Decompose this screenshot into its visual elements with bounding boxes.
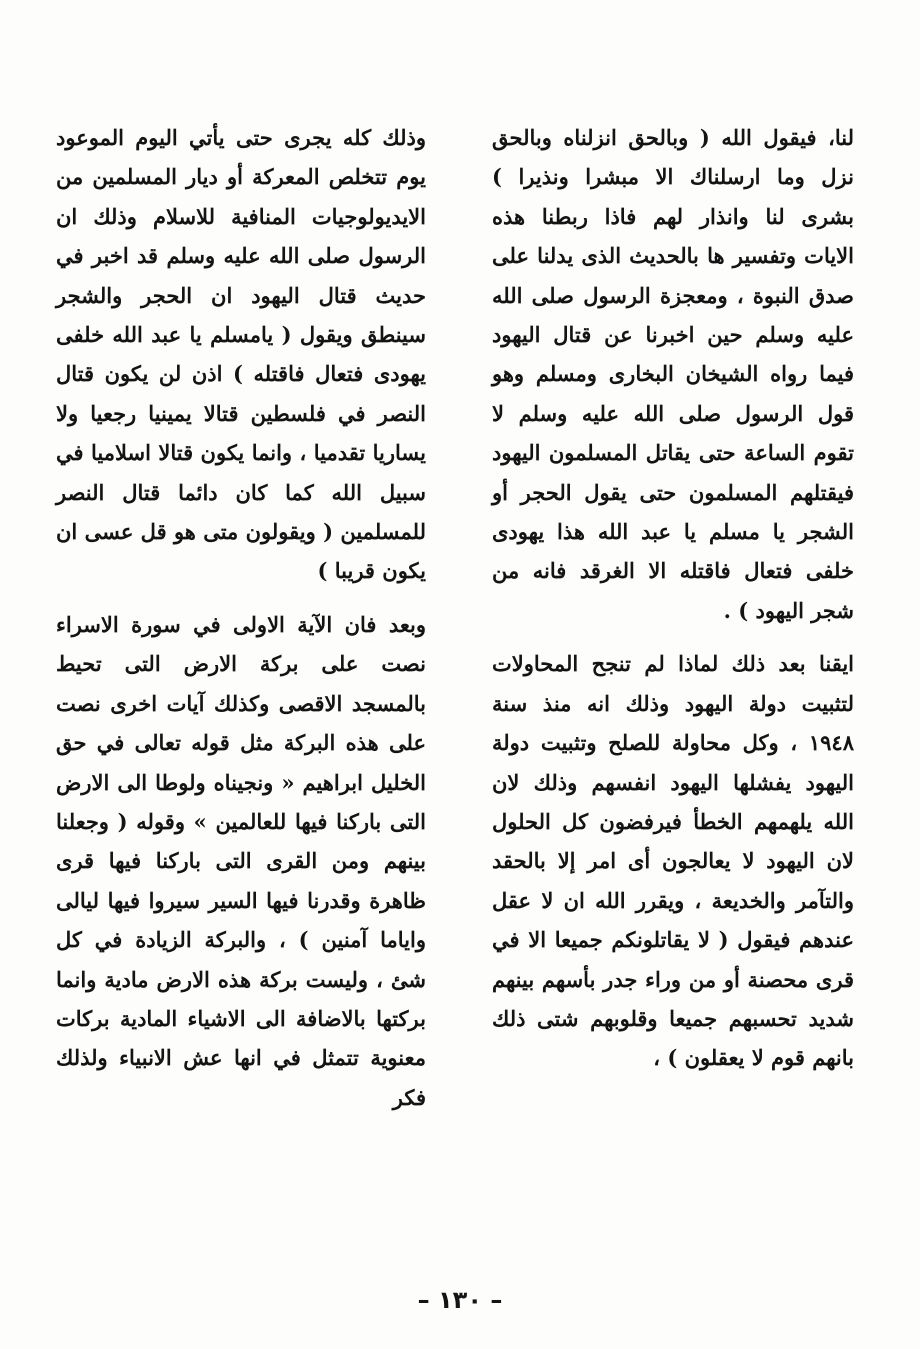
page-number: – ١٣٠ – — [417, 1286, 503, 1314]
paragraph-right-1: لنا، فيقول الله ( وبالحق انزلناه وبالحق نزل وما ارسلناك الا مبشرا ونذيرا ) بشرى لنا وانذار لهم فاذا ربطنا هذه الايات وتفسير ها بالحديث الذى يدلنا على صدق النبوة ، ومعجزة الرسول صلى الله عليه وسلم حين اخبرنا عن قتال اليهود فيما رواه الشيخان البخارى ومسلم وهو قول الرسول صلى الله عليه وسلم لا تقوم الساعة حتى يقاتل المسلمون اليهود فيقتلهم المسلمون حتى يقول الحجر أو الشجر يا مسلم يا عبد الله هذا يهودى خلفى فتعال فاقتله الا الغرقد فانه من شجر اليهود ) . — [492, 125, 854, 623]
paragraph-left-2: وبعد فان الآية الاولى في سورة الاسراء نصت على بركة الارض التى تحيط بالمسجد الاقصى وكذلك آيات اخرى نصت على هذه البركة مثل قوله تعالى في حق الخليل ابراهيم « ونجيناه ولوطا الى الارض التى باركنا فيها للعالمين » وقوله ( وجعلنا بينهم ومن القرى التى باركنا فيها قرى ظاهرة وقدرنا فيها السير سيروا فيها ليالى واياما آمنين ) ، والبركة الزيادة في كل شئ ، وليست بركة هذه الارض مادية وانما بركتها بالاضافة الى الاشياء المادية بركات معنوية تتمثل في انها عش الانبياء ولذلك فكر — [56, 611, 426, 1110]
left-text-column — [56, 118, 426, 1117]
paragraph-right-2: ايقنا بعد ذلك لماذا لم تنجح المحاولات لتثبيت دولة اليهود وذلك انه منذ سنة ١٩٤٨ ، وكل محاولة للصلح وتثبيت دولة اليهود يفشلها اليهود انفسهم وذلك لان الله يلهمهم الخطأ فيرفضون كل الحلول لان اليهود لا يعالجون أى امر إلا بالحقد والتآمر والخديعة ، ويقرر الله ان لا عقل عندهم فيقول ( لا يقاتلونكم جميعا الا في قرى محصنة أو من وراء جدر بأسهم بينهم شديد تحسبهم جميعا وقلوبهم شتى ذلك بانهم قوم لا يعقلون ) ، — [492, 651, 854, 1071]
right-text-column — [492, 118, 854, 1078]
paragraph-left-1: وذلك كله يجرى حتى يأتي اليوم الموعود يوم تتخلص المعركة أو ديار المسلمين من الايديولوجيات المنافية للاسلام وذلك ان الرسول صلى الله عليه وسلم قد اخبر في حديث قتال اليهود ان الحجر والشجر سينطق ويقول ( يامسلم يا عبد الله خلفى يهودى فتعال فاقتله ) اذن لن يكون قتال النصر في فلسطين قتالا يمينيا رجعيا ولا يساريا تقدميا ، وانما يكون قتالا اسلاميا في سبيل الله كما كان دائما قتال النصر للمسلمين ( ويقولون متى هو قل عسى ان يكون قريبا ) — [56, 125, 426, 584]
